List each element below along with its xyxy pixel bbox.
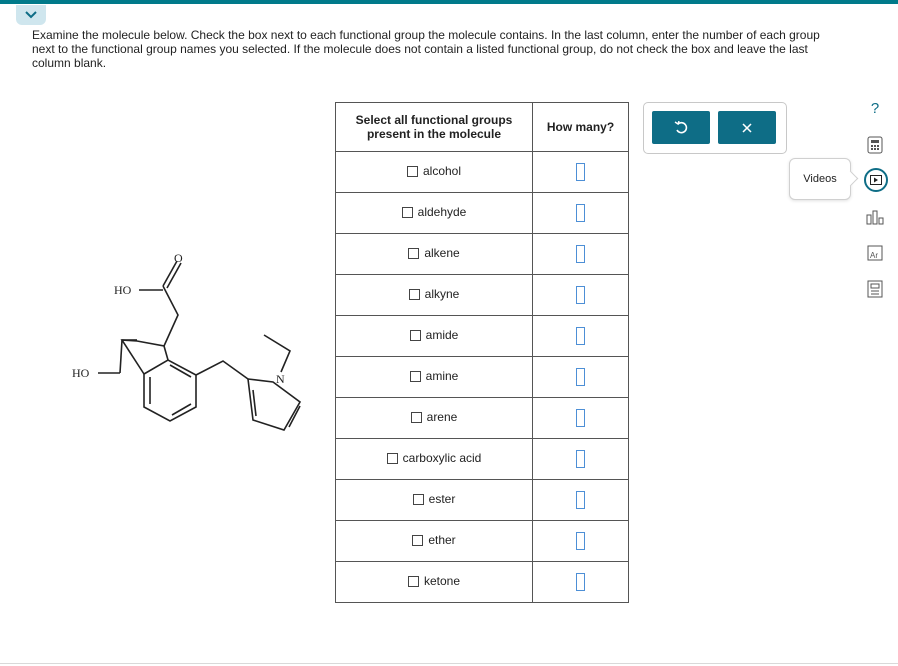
- top-accent-bar: [0, 0, 898, 4]
- functional-group-checkbox[interactable]: [407, 164, 461, 178]
- functional-group-cell: [336, 234, 533, 275]
- clear-button[interactable]: [718, 111, 776, 144]
- count-input[interactable]: [576, 163, 585, 181]
- table-row: [336, 152, 629, 193]
- checkbox-icon[interactable]: [413, 494, 424, 505]
- functional-group-checkbox[interactable]: [408, 574, 460, 588]
- functional-group-cell: [336, 521, 533, 562]
- count-cell: [533, 521, 629, 562]
- count-cell: [533, 316, 629, 357]
- functional-group-label: amide: [425, 328, 459, 343]
- count-cell: [533, 398, 629, 439]
- svg-text:Ar: Ar: [870, 251, 878, 260]
- functional-group-checkbox[interactable]: [412, 533, 455, 547]
- functional-group-cell: [336, 193, 533, 234]
- table-row: [336, 398, 629, 439]
- table-row: [336, 521, 629, 562]
- functional-group-label: ester: [428, 492, 456, 507]
- table-row: [336, 357, 629, 398]
- checkbox-icon[interactable]: [387, 453, 398, 464]
- functional-group-checkbox[interactable]: [410, 369, 459, 383]
- count-cell: [533, 275, 629, 316]
- table-row: [336, 316, 629, 357]
- functional-group-label: aldehyde: [417, 205, 467, 220]
- functional-group-table: [335, 102, 629, 603]
- bottom-divider: [0, 663, 898, 664]
- functional-group-label: carboxylic acid: [402, 451, 482, 466]
- functional-group-cell: [336, 275, 533, 316]
- table-row: [336, 562, 629, 603]
- checkbox-icon[interactable]: [410, 330, 421, 341]
- count-cell: [533, 357, 629, 398]
- checkbox-icon[interactable]: [409, 289, 420, 300]
- functional-group-cell: [336, 357, 533, 398]
- header-select: Select all functional groups present in the molecule: [336, 103, 533, 152]
- functional-group-checkbox[interactable]: [408, 246, 459, 260]
- undo-button[interactable]: [652, 111, 710, 144]
- functional-group-cell: [336, 562, 533, 603]
- count-cell: [533, 480, 629, 521]
- hydroxyl-label-bottom: HO: [72, 366, 90, 380]
- count-input[interactable]: [576, 573, 585, 591]
- checkbox-icon[interactable]: [411, 412, 422, 423]
- table-row: [336, 275, 629, 316]
- functional-group-label: alkene: [424, 246, 460, 261]
- count-cell: [533, 562, 629, 603]
- functional-group-label: ketone: [423, 574, 461, 589]
- count-input[interactable]: [576, 450, 585, 468]
- help-icon[interactable]: ?: [870, 99, 880, 117]
- functional-group-checkbox[interactable]: [413, 492, 456, 506]
- functional-group-label: alcohol: [422, 164, 462, 179]
- checkbox-icon[interactable]: [407, 166, 418, 177]
- videos-tooltip: Videos: [789, 158, 851, 200]
- functional-group-cell: [336, 480, 533, 521]
- checkbox-icon[interactable]: [408, 248, 419, 259]
- functional-group-label: alkyne: [424, 287, 460, 302]
- count-input[interactable]: [576, 532, 585, 550]
- functional-group-label: arene: [426, 410, 458, 425]
- molecule-structure: [60, 240, 320, 450]
- table-row: [336, 480, 629, 521]
- count-input[interactable]: [576, 491, 585, 509]
- calculator-icon[interactable]: [864, 134, 886, 156]
- functional-group-checkbox[interactable]: [410, 328, 459, 342]
- count-input[interactable]: [576, 245, 585, 263]
- functional-group-cell: [336, 152, 533, 193]
- hydroxyl-label-top: HO: [114, 283, 132, 297]
- table-row: [336, 193, 629, 234]
- x-icon: [741, 122, 753, 134]
- count-input[interactable]: [576, 204, 585, 222]
- reference-icon[interactable]: [864, 278, 886, 300]
- checkbox-icon[interactable]: [412, 535, 423, 546]
- functional-group-checkbox[interactable]: [411, 410, 458, 424]
- checkbox-icon[interactable]: [410, 371, 421, 382]
- count-input[interactable]: [576, 409, 585, 427]
- checkbox-icon[interactable]: [402, 207, 413, 218]
- functional-group-cell: [336, 439, 533, 480]
- table-row: [336, 234, 629, 275]
- count-input[interactable]: [576, 327, 585, 345]
- instructions-text: Examine the molecule below. Check the box next to each functional group the molecule contains. In the last column, enter the number of each group next to the functional group names you selected. If the molecule does not contain a listed functional group, do not check the box and leave the last column blank.: [32, 28, 820, 70]
- action-button-panel: [643, 102, 787, 154]
- chevron-down-icon: [24, 10, 38, 20]
- nitrogen-label: N: [276, 372, 285, 386]
- table-row: [336, 439, 629, 480]
- count-input[interactable]: [576, 286, 585, 304]
- collapse-button[interactable]: [16, 5, 46, 25]
- undo-icon: [674, 121, 688, 135]
- data-icon[interactable]: [864, 206, 886, 228]
- functional-group-checkbox[interactable]: [402, 205, 467, 219]
- count-cell: [533, 234, 629, 275]
- video-icon[interactable]: [864, 168, 888, 192]
- functional-group-checkbox[interactable]: [409, 287, 460, 301]
- functional-group-cell: [336, 316, 533, 357]
- oxygen-label: O: [174, 251, 183, 265]
- functional-group-label: ether: [428, 533, 456, 548]
- functional-group-cell: [336, 398, 533, 439]
- functional-group-checkbox[interactable]: [387, 451, 482, 465]
- checkbox-icon[interactable]: [408, 576, 419, 587]
- count-input[interactable]: [576, 368, 585, 386]
- count-cell: [533, 439, 629, 480]
- functional-group-label: amine: [425, 369, 459, 384]
- header-count: How many?: [533, 103, 629, 152]
- count-cell: [533, 193, 629, 234]
- periodic-table-icon[interactable]: [864, 242, 886, 264]
- count-cell: [533, 152, 629, 193]
